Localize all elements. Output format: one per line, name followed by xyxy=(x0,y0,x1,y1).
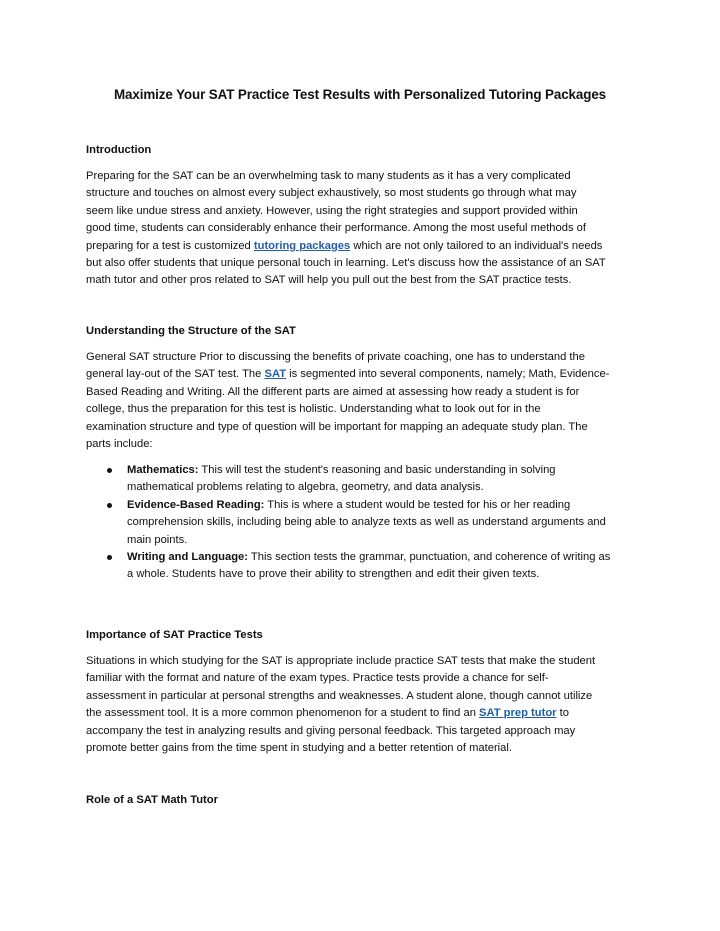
text-fragment: the assessment tool. It is a more common phenomenon for a student to find an xyxy=(86,707,480,720)
text-line: Situations in which studying for the SAT is appropriate include practice SAT tests that make the student xyxy=(86,655,596,667)
text-line: comprehension skills, including being able to analyze texts as well as understand arguments and xyxy=(127,516,606,529)
text-line: Based Reading and Writing. All the different parts are aimed at assessing how ready a student is for xyxy=(86,385,580,398)
list-item-label: Mathematics: xyxy=(127,464,199,476)
text-line: good time, students can considerably enhance their performance. Among the most useful methods of xyxy=(86,222,586,235)
text-line: main points. xyxy=(127,533,188,546)
section-heading-role: Role of a SAT Math Tutor xyxy=(86,794,218,806)
sat-prep-tutor-link[interactable]: SAT prep tutor xyxy=(479,707,557,720)
text-fragment: is segmented into several components, namely; Math, Evidence- xyxy=(286,368,610,381)
text-line: Preparing for the SAT can be an overwhelming task to many students as it has a very complicated xyxy=(86,170,571,182)
text-fragment: This is where a student would be tested for his or her reading xyxy=(264,498,571,511)
sat-parts-list xyxy=(86,462,646,584)
list-item-label: Evidence-Based Reading: xyxy=(127,498,265,511)
text-line xyxy=(127,462,646,479)
text-line: college, thus the preparation for this test is holistic. Understanding what to look out for in the xyxy=(86,403,541,416)
list-item-label: Writing and Language: xyxy=(127,551,248,564)
text-line: assessment in particular at personal strengths and weaknesses. A student alone, though cannot utilize xyxy=(86,689,593,702)
text-fragment: preparing for a test is customized xyxy=(86,239,254,252)
text-line: familiar with the format and nature of the exam types. Practice tests provide a chance for self- xyxy=(86,672,549,685)
text-line: examination structure and type of question will be important for mapping an adequate study plan. The xyxy=(86,420,588,433)
bullet-icon xyxy=(107,503,112,508)
text-line xyxy=(86,705,638,722)
text-line: promote better gains from the time spent in studying and a better retention of material. xyxy=(86,742,512,755)
page-title: Maximize Your SAT Practice Test Results with Personalized Tutoring Packages xyxy=(113,87,607,102)
text-line: seem like undue stress and anxiety. However, using the right strategies and support provided within xyxy=(86,204,578,217)
importance-paragraph xyxy=(86,653,638,757)
tutoring-packages-link[interactable]: tutoring packages xyxy=(253,239,351,252)
list-item xyxy=(86,549,646,584)
section-heading-structure: Understanding the Structure of the SAT xyxy=(86,325,296,337)
text-line: math tutor and other pros related to SAT will help you pull out the best from the SAT practice tests. xyxy=(86,274,572,287)
text-line: accompany the test in analyzing results and giving personal feedback. This targeted approach may xyxy=(86,724,576,737)
text-fragment: general lay-out of the SAT test. The xyxy=(86,368,265,381)
sat-link[interactable]: SAT xyxy=(264,368,287,381)
section-heading-introduction: Introduction xyxy=(86,144,152,156)
text-fragment: to xyxy=(556,707,569,720)
section-heading-importance: Importance of SAT Practice Tests xyxy=(86,629,263,641)
text-line xyxy=(127,497,646,514)
text-line: structure and touches on almost every subject exhaustively, so most students go through what may xyxy=(86,187,577,200)
text-fragment: This will test the student's reasoning and basic understanding in solving xyxy=(198,464,556,476)
structure-paragraph xyxy=(86,349,638,453)
list-item xyxy=(86,497,646,549)
bullet-icon xyxy=(107,555,112,560)
text-line xyxy=(86,366,638,383)
text-line: mathematical problems relating to algebra, geometry, and data analysis. xyxy=(127,481,484,494)
text-fragment: which are not only tailored to an individual's needs xyxy=(350,239,603,252)
intro-paragraph xyxy=(86,168,638,290)
text-line: but also offer students that unique personal touch in learning. Let's discuss how the assistance of an SAT xyxy=(86,257,606,270)
text-line xyxy=(127,549,646,566)
text-line: parts include: xyxy=(86,438,153,451)
text-fragment: This section tests the grammar, punctuation, and coherence of writing as xyxy=(248,551,611,564)
text-line xyxy=(86,238,638,255)
list-item xyxy=(86,462,646,497)
text-line: General SAT structure Prior to discussing the benefits of private coaching, one has to understand the xyxy=(86,351,585,363)
bullet-icon xyxy=(107,468,112,473)
text-line: a whole. Students have to prove their ability to strengthen and edit their given texts. xyxy=(127,568,540,581)
